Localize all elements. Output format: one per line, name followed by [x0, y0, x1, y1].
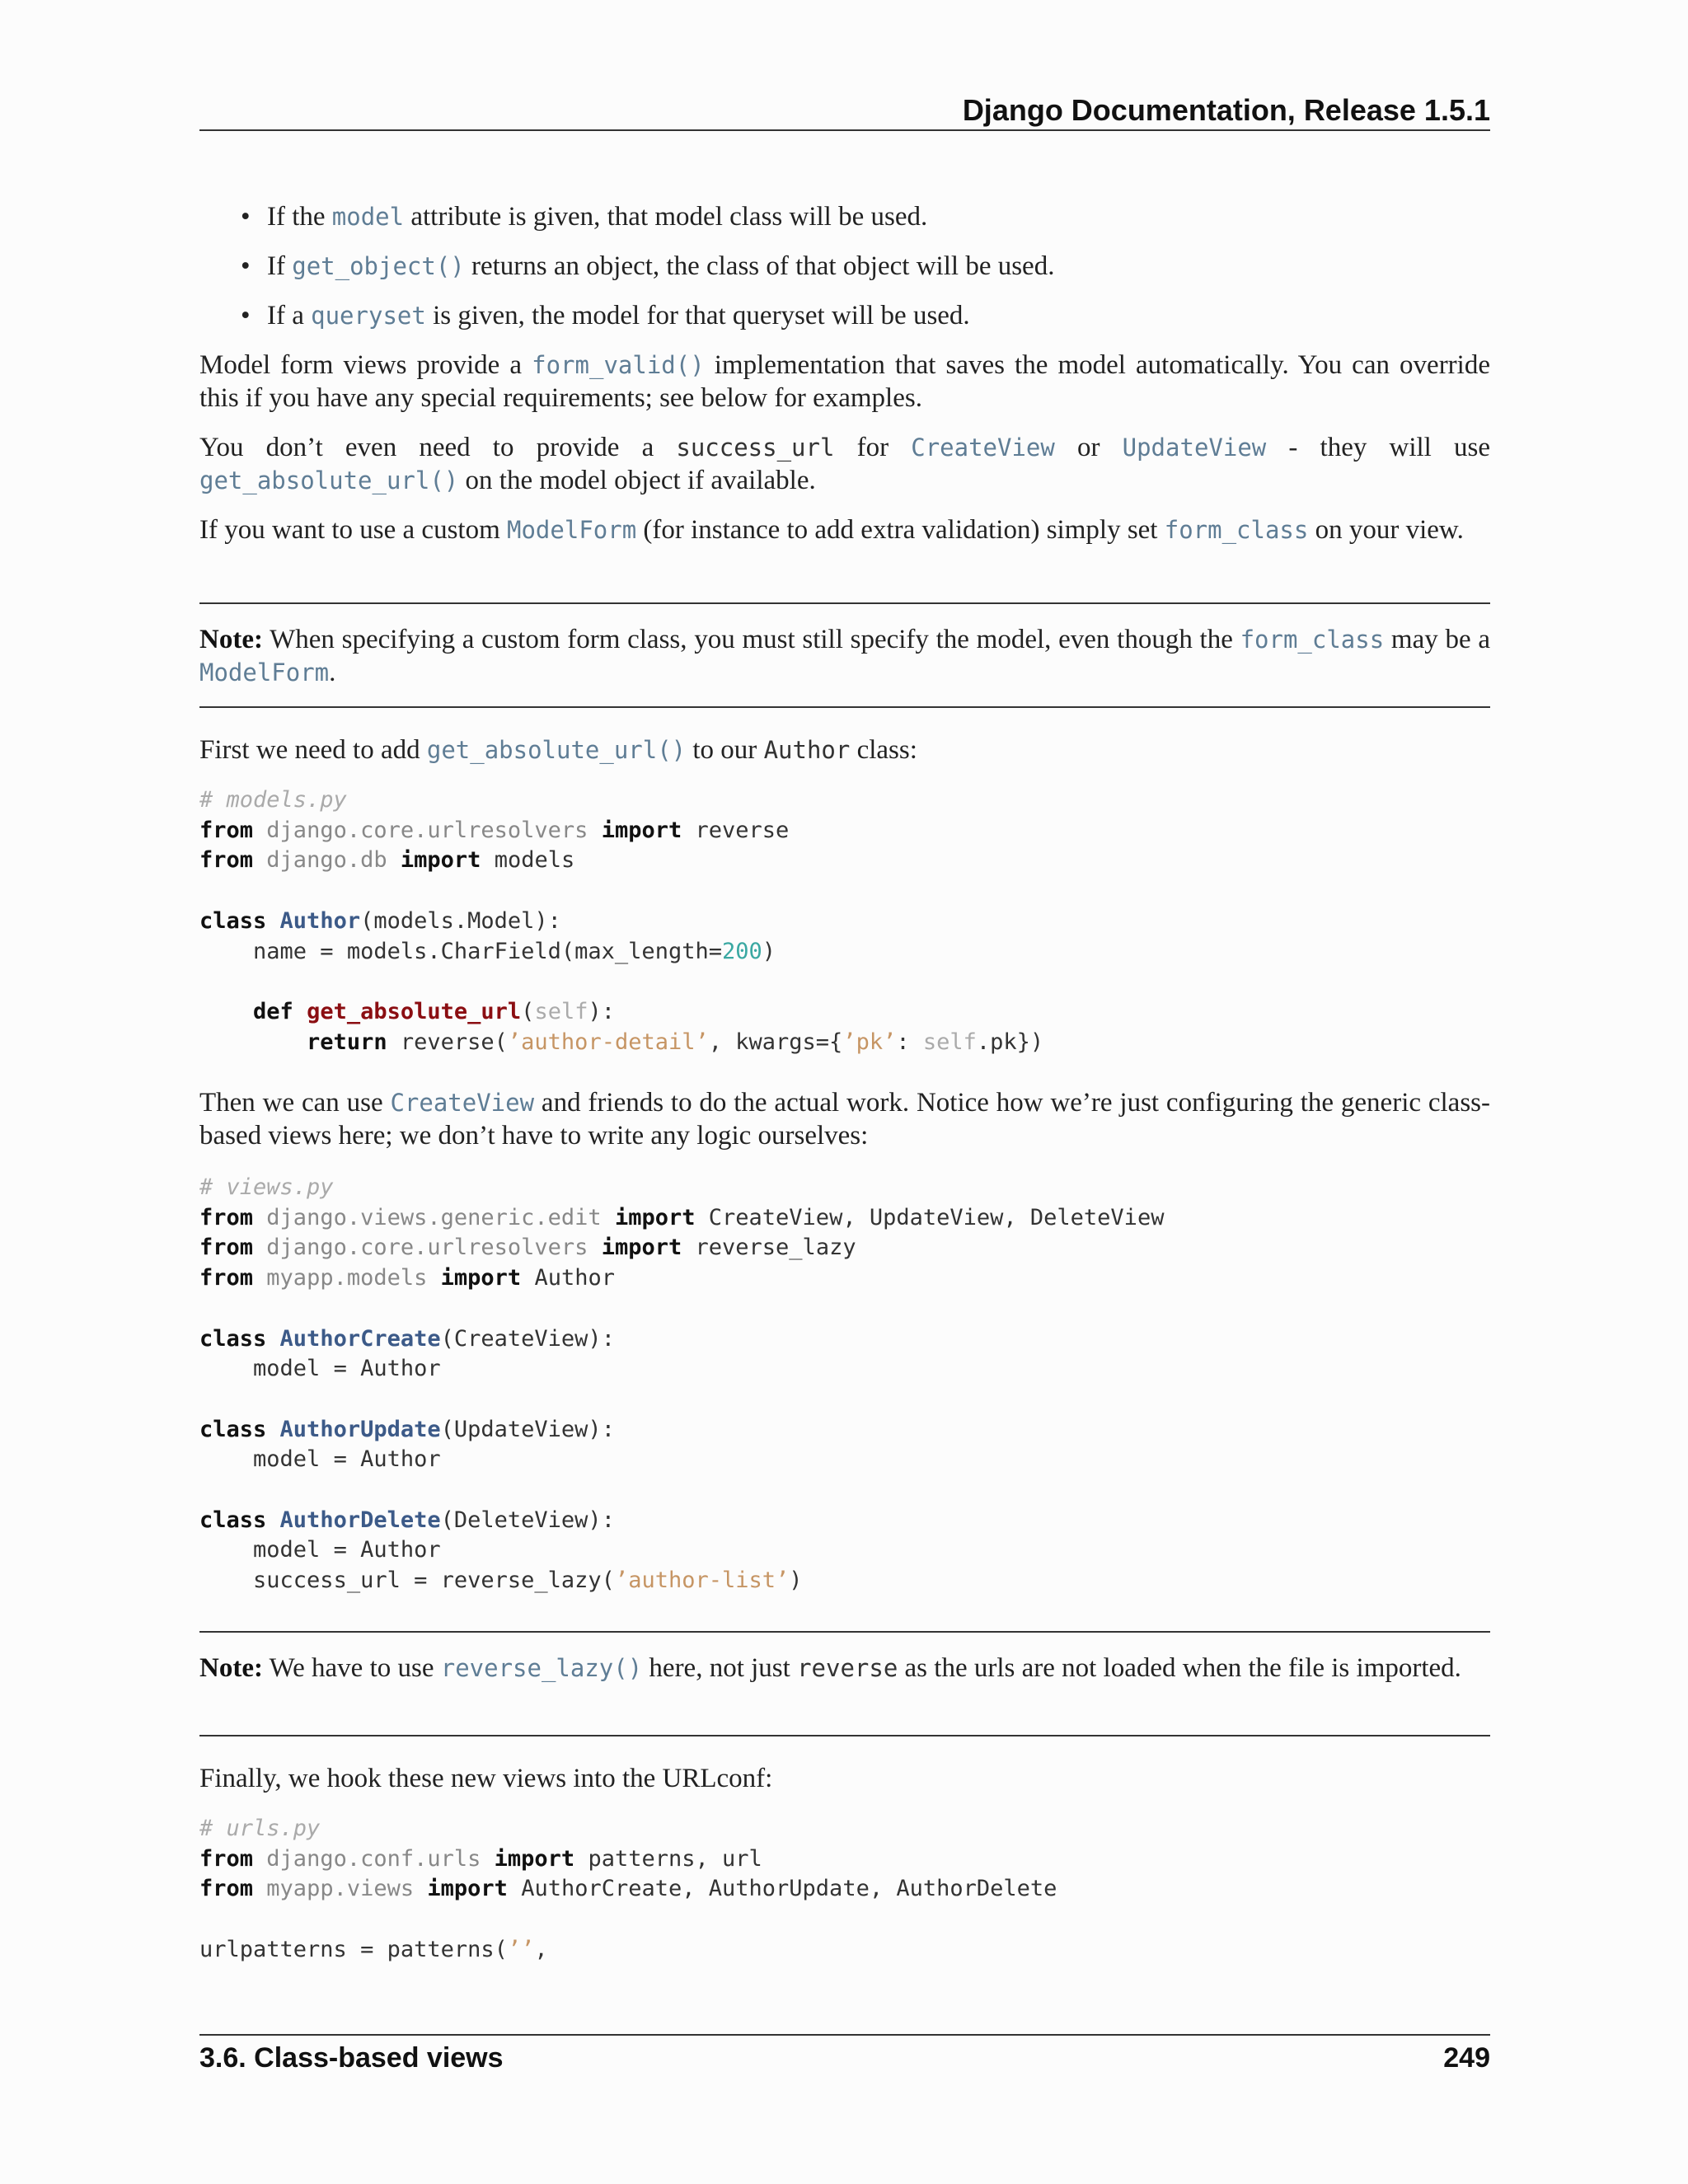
page-header: Django Documentation, Release 1.5.1 — [962, 93, 1490, 127]
code-link[interactable]: reverse_lazy() — [440, 1654, 643, 1682]
note-label: Note: — [199, 625, 263, 654]
code-link[interactable]: queryset — [311, 302, 426, 330]
code-link[interactable]: model — [331, 203, 405, 231]
note-label: Note: — [199, 1653, 263, 1683]
footer-rule — [199, 2034, 1490, 2036]
paragraph: If you want to use a custom ModelForm (for instance to add extra validation) simply set form_class on your view. — [199, 515, 1464, 545]
code-link[interactable]: form_class — [1164, 516, 1309, 544]
code-block-urls: # urls.py from django.conf.urls import patterns, url from myapp.views import AuthorCreate, AuthorUpdate, AuthorDelete urlpatterns = patterns(’’, — [199, 1816, 1057, 1962]
code-link[interactable]: ModelForm — [199, 658, 330, 687]
code-link[interactable]: CreateView — [390, 1089, 535, 1117]
document-page — [199, 0, 1490, 2184]
bullet-item: • If a queryset is given, the model for that queryset will be used. — [199, 299, 1490, 332]
bullet-list — [199, 200, 1490, 332]
inline-code: success_url — [676, 434, 835, 462]
paragraph: Then we can use CreateView and friends to do the actual work. Notice how we’re just configuring the generic class-based views here; we don’t have to write any logic ourselves: — [199, 1088, 1490, 1151]
code-block-views: # views.py from django.views.generic.edit import CreateView, UpdateView, DeleteView from django.core.urlresolvers import reverse_lazy from myapp.models import Author class AuthorCreate(CreateView): model = Author class AuthorUpdate(UpdateView): model = Author class AuthorDelete(DeleteView): model = Author success_url = reverse_lazy(’author-list’) — [199, 1174, 1165, 1594]
code-link[interactable]: CreateView — [911, 434, 1055, 462]
inline-code: Author — [763, 736, 851, 764]
note-top-rule — [199, 1631, 1490, 1633]
bullet-item: • If the model attribute is given, that model class will be used. — [199, 200, 1490, 233]
code-link[interactable]: get_object() — [292, 252, 465, 280]
note-box: Note: We have to use reverse_lazy() here, not just reverse as the urls are not loaded when the file is imported. — [199, 1653, 1461, 1683]
code-link[interactable]: get_absolute_url() — [426, 736, 687, 764]
paragraph: First we need to add get_absolute_url() to our Author class: — [199, 735, 917, 765]
paragraph: Finally, we hook these new views into the URLconf: — [199, 1764, 773, 1793]
code-block-models: # models.py from django.core.urlresolvers import reverse from django.db import models class Author(models.Model): name = models.CharField(max_length=200) def get_absolute_url(self): return reverse(’author-detail’, kwargs={’pk’: self.pk}) — [199, 787, 1044, 1055]
note-bottom-rule — [199, 706, 1490, 708]
note-bottom-rule — [199, 1735, 1490, 1736]
page-number: 249 — [1443, 2042, 1490, 2074]
note-top-rule — [199, 602, 1490, 604]
paragraph: Model form views provide a form_valid() implementation that saves the model automatically. You can override this if you have any special requirements; see below for examples. — [199, 350, 1490, 413]
inline-code: reverse — [797, 1654, 898, 1682]
code-link[interactable]: form_valid() — [532, 351, 705, 379]
code-link[interactable]: ModelForm — [507, 516, 637, 544]
code-link[interactable]: get_absolute_url() — [199, 466, 459, 494]
page-footer — [199, 2042, 1490, 2074]
paragraph: You don’t even need to provide a success_url for CreateView or UpdateView - they will use get_absolute_url() on the model object if available. — [199, 433, 1490, 495]
header-rule — [199, 129, 1490, 131]
bullet-item: • If get_object() returns an object, the class of that object will be used. — [199, 250, 1490, 283]
code-link[interactable]: form_class — [1240, 626, 1385, 654]
footer-section: 3.6. Class-based views — [199, 2042, 504, 2074]
note-box: Note: When specifying a custom form class, you must still specify the model, even though the form_class may be a ModelForm. — [199, 625, 1490, 687]
code-link[interactable]: UpdateView — [1122, 434, 1267, 462]
